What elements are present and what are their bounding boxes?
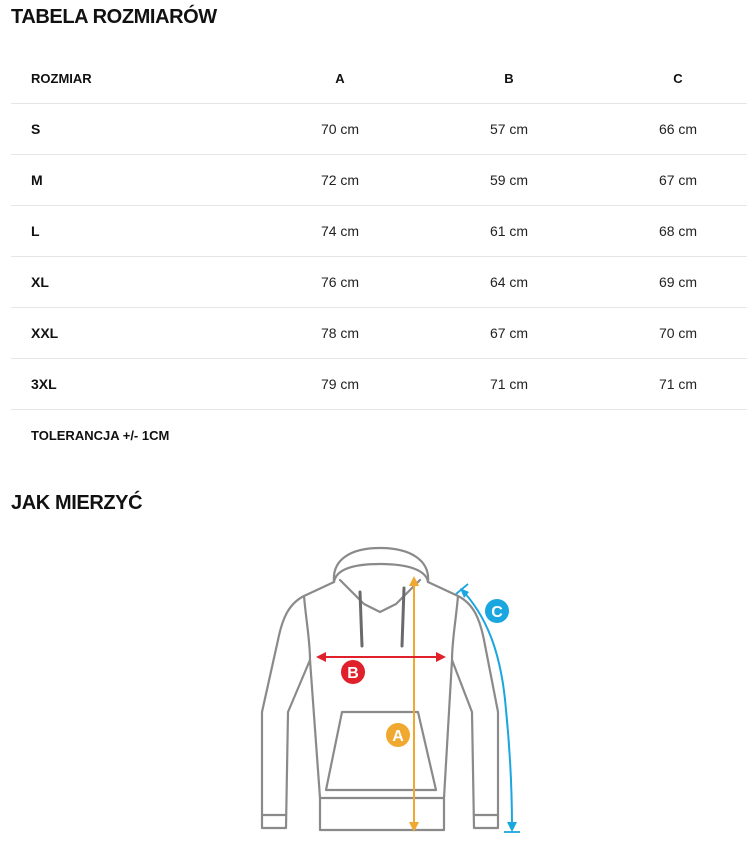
- table-row: [11, 155, 747, 206]
- measure-b: 61 cm: [409, 206, 609, 257]
- measure-c: 69 cm: [609, 257, 747, 308]
- measure-a: 79 cm: [271, 359, 409, 410]
- measure-b: 67 cm: [409, 308, 609, 359]
- measure-line-c: [456, 584, 520, 832]
- tolerance-row: [11, 410, 747, 461]
- column-header-size: ROZMIAR: [11, 53, 271, 104]
- measure-b: 64 cm: [409, 257, 609, 308]
- drawstrings: [360, 588, 404, 646]
- measure-c: 67 cm: [609, 155, 747, 206]
- size-label: L: [11, 206, 271, 257]
- measurement-diagram: [240, 540, 530, 845]
- size-label: XL: [11, 257, 271, 308]
- measure-c: 70 cm: [609, 308, 747, 359]
- measure-a: 74 cm: [271, 206, 409, 257]
- marker-c-label: C: [491, 604, 503, 621]
- table-header-row: [11, 53, 747, 104]
- column-header-b: B: [409, 53, 609, 104]
- measure-c: 66 cm: [609, 104, 747, 155]
- table-row: [11, 206, 747, 257]
- tolerance-note: TOLERANCJA +/- 1CM: [31, 427, 170, 443]
- marker-a-icon: [386, 723, 410, 747]
- marker-b-label: B: [347, 665, 359, 682]
- measure-a: 72 cm: [271, 155, 409, 206]
- table-row: [11, 104, 747, 155]
- marker-c-icon: [485, 599, 509, 623]
- measure-c: 71 cm: [609, 359, 747, 410]
- measure-c: 68 cm: [609, 206, 747, 257]
- marker-b-icon: [341, 660, 365, 684]
- table-row: [11, 359, 747, 410]
- how-to-measure-title: JAK MIERZYĆ: [11, 492, 143, 514]
- measure-line-b: [316, 652, 446, 662]
- table-row: [11, 308, 747, 359]
- size-table: [11, 53, 747, 460]
- table-row: [11, 257, 747, 308]
- size-label: M: [11, 155, 271, 206]
- measure-a: 70 cm: [271, 104, 409, 155]
- size-chart-title: TABELA ROZMIARÓW: [11, 6, 217, 28]
- hoodie-icon: [240, 540, 530, 845]
- measure-a: 76 cm: [271, 257, 409, 308]
- column-header-c: C: [609, 53, 747, 104]
- size-label: XXL: [11, 308, 271, 359]
- measure-b: 59 cm: [409, 155, 609, 206]
- size-label: S: [11, 104, 271, 155]
- size-label: 3XL: [11, 359, 271, 410]
- marker-a-label: A: [392, 728, 404, 745]
- measure-b: 71 cm: [409, 359, 609, 410]
- column-header-a: A: [271, 53, 409, 104]
- measure-b: 57 cm: [409, 104, 609, 155]
- measure-a: 78 cm: [271, 308, 409, 359]
- measure-line-a: [409, 576, 419, 832]
